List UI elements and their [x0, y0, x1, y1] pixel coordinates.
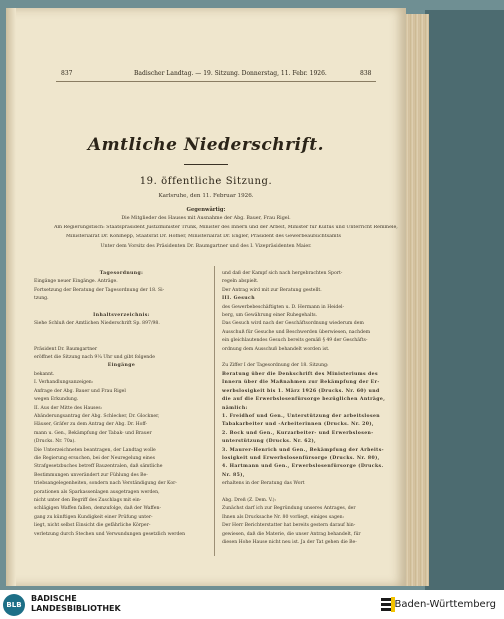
title-rule: [184, 164, 228, 165]
text-line: Strafgesetzbuches betreff Bauzentralen, daß sämtliche: [34, 464, 163, 470]
text-line: [34, 304, 209, 312]
text-line: verletzung durch Stechen und Verwundungen gesetzlich werden: [34, 531, 186, 537]
text-line: Beratung über die Denkschrift des Ministeriums des: [222, 371, 378, 377]
text-line: nämlich:: [222, 405, 248, 411]
text-line: diesen Hohe Hause nicht neu ist. Ja der Tat gehen die Be-: [222, 540, 357, 545]
text-line: Inhaltsverzeichnis:: [93, 313, 150, 319]
place-date: Karlsruhe, den 11. Februar 1926.: [158, 193, 254, 199]
text-line: Fortsetzung der Beratung der Tagesordnung der 18. Si-: [34, 287, 165, 293]
text-line: wegen Erkundung.: [34, 397, 79, 403]
text-line: Ihnen als Drucksache Nr. 80 vorliegt, einiges sagen:: [222, 514, 345, 520]
text-line: [222, 489, 397, 497]
library-name-line2: LANDESBIBLIOTHEK: [31, 604, 121, 613]
text-line: und daß der Kampf sich nach hergebrachten Sport-: [222, 271, 343, 276]
right-page-number: 838: [360, 70, 372, 77]
text-line: erhaltens in der Beratung das Wort: [222, 481, 305, 487]
text-line: III. Gesuch: [222, 296, 255, 302]
text-line: bekannt.: [34, 371, 55, 377]
library-name-line1: BADISCHE: [31, 594, 77, 603]
text-line: Der Herr Berichterstatter hat bereits gestern darauf hin-: [222, 523, 356, 529]
text-line: gang zu künftigen Kundigkeit einer Prüfung unter-: [34, 514, 153, 520]
text-line: Das Gesuch wird nach der Geschäftsordnung wiederum dem: [222, 321, 364, 327]
session-heading: 19. öffentliche Sitzung.: [139, 176, 273, 187]
text-line: [222, 354, 397, 362]
present-line: Am Regierungstisch: Staatspräsident Justizminister Trunk, Minister des Innern und der Arbeit, Minister für Kultus und Unterricht Remmele,: [54, 225, 398, 230]
left-page-number: 837: [61, 70, 73, 77]
present-line: Ministerialrat Dr. Kohlhepp, Staatsrat Dr. Hofner, Ministerialrat Dr. Engler, Präsident des Gewerbeaufsichtsamts: [66, 234, 341, 239]
text-line: Tagesordnung:: [99, 271, 144, 276]
text-line: losigkeit und Erwerbslosenfürsorge (Drucks. Nr. 80),: [222, 455, 380, 461]
text-line: Abg. Dreß (Z. Dem. V.):: [222, 497, 277, 503]
running-head: Badischer Landtag. — 19. Sitzung. Donnerstag, 11. Febr. 1926.: [134, 70, 327, 77]
text-line: nicht unter den Begriff des Zuschlags mit ein-: [34, 497, 142, 503]
present-label: Gegenwärtig:: [186, 207, 226, 213]
library-footer: [0, 590, 504, 619]
text-line: 1. Freidhof und Gen., Unterstützung der arbeitslosen: [222, 413, 381, 419]
text-line: berg, um Gewährung einer Ruhegehalts.: [222, 313, 318, 319]
text-line: triebsangelegenheiten, sondern nach Verständigung der Kor-: [34, 481, 177, 487]
book-cover-edge: [425, 10, 504, 590]
text-line: mann u. Gen., Bekämpfung der Tabak- und Brauer: [34, 430, 152, 436]
document-title: Amtliche Niederschrift.: [87, 135, 325, 155]
text-line: Ausschuß für Gesuche und Beschwerden überwiesen, nachdem: [222, 329, 371, 335]
text-line: Häuser, Gräfer zu dem Antrag der Abg. Dr. Hoff-: [34, 422, 147, 428]
text-line: 2. Bock und Gen., Kurzarbeiter- und Erwerbslosen-: [222, 430, 374, 436]
right-text-column: [222, 270, 397, 547]
text-line: Der Antrag wird mit zur Beratung gestellt.: [222, 287, 322, 293]
text-line: Abänderungsantrag der Abg. Schlecker, Dr. Glockner,: [34, 413, 160, 419]
text-line: Zu Ziffer I der Tagesordnung der 18. Sitzung:: [222, 363, 329, 369]
text-line: Eingänge neuer Eingänge. Anträge.: [34, 279, 118, 285]
text-line: gewiesen, daß die Materie, die unser Antrag behandelt, für: [222, 531, 361, 537]
text-line: des Gewerbebeschäftigten u. D. Hermann in Heidel-: [222, 304, 345, 310]
text-line: (Drucks. Nr. 70a).: [34, 439, 76, 445]
text-line: Zunächst darf ich zur Begründung unseres Antrages, der: [222, 506, 356, 512]
text-line: Anfrage der Abg. Bauer und Frau Rigel: [34, 388, 126, 394]
text-line: Innern über die Maßnahmen zur Bekämpfung der Er-: [222, 380, 380, 386]
text-line: regeln abspielt.: [222, 279, 259, 285]
text-line: liegt, nicht selbst Einsicht die gefährliche Körper-: [34, 523, 151, 529]
text-line: Präsident Dr. Baumgartner: [34, 346, 98, 352]
text-line: eröffnet die Sitzung nach 9¼ Uhr und gibt folgende: [34, 355, 155, 361]
text-line: Die Unterzeichneten beantragen, der Landtag wolle: [34, 447, 156, 453]
text-line: Nr. 85),: [222, 472, 245, 478]
text-line: II. Aus der Mitte des Hauses:: [34, 405, 103, 411]
text-line: unterstützung (Drucks. Nr. 62),: [222, 439, 317, 445]
text-line: die auf die Erwerbslosenfürsorge bezüglichen Anträge,: [222, 397, 386, 403]
text-line: Bestimmungen unverändert zur Fühlung des Be-: [34, 472, 148, 478]
blb-logo[interactable]: BLB: [3, 594, 25, 616]
library-name[interactable]: [31, 594, 121, 614]
text-line: Eingänge: [107, 363, 136, 369]
text-line: ordnung dem Ausschuß behandelt worden ist.: [222, 346, 330, 352]
left-text-column: [34, 270, 209, 539]
state-name[interactable]: Baden-Württemberg: [394, 599, 496, 610]
present-line: Die Mitglieder des Hauses mit Ausnahme der Abg. Bauer, Frau Rigel.: [121, 216, 291, 221]
text-line: Siehe Schluß der Amtlichen Niederschrift Sp. 897/98.: [34, 321, 160, 327]
header-rule: [56, 81, 376, 82]
text-line: 3. Maurer-Henrich und Gen., Bekämpfung der Arbeits-: [222, 447, 384, 453]
text-line: 4. Hartmann und Gen., Erwerbslosenfürsorge (Drucks.: [222, 464, 384, 470]
text-line: I. Verhandlungsanzeigen:: [34, 380, 94, 386]
text-line: ein gleichlautendes Gesuch bereits gemäß § 49 der Geschäfts-: [222, 338, 368, 344]
text-line: schlägigen Waffen fallen, demzufolge, daß der Waffen-: [34, 506, 162, 512]
text-line: tzung.: [34, 296, 49, 302]
column-divider: [214, 266, 215, 556]
text-line: [34, 337, 209, 345]
present-line: Unter dem Vorsitz des Präsidenten Dr. Baumgartner und des I. Vizepräsidenten Maier.: [100, 244, 312, 249]
text-line: porationen als Sparkassenlagen ausgetragen werden,: [34, 489, 160, 495]
text-line: Tabakarbeiter und -Arbeiterinnen (Drucks. Nr. 20),: [222, 422, 374, 428]
page-gutter: [6, 8, 16, 586]
text-line: die Regierung ersuchen, bei der Neuregelung eines: [34, 455, 155, 461]
text-line: [34, 329, 209, 337]
book-page: [6, 8, 406, 586]
text-line: werbslosigkeit bis 1. März 1926 (Drucks. Nr. 60) und: [222, 388, 380, 394]
